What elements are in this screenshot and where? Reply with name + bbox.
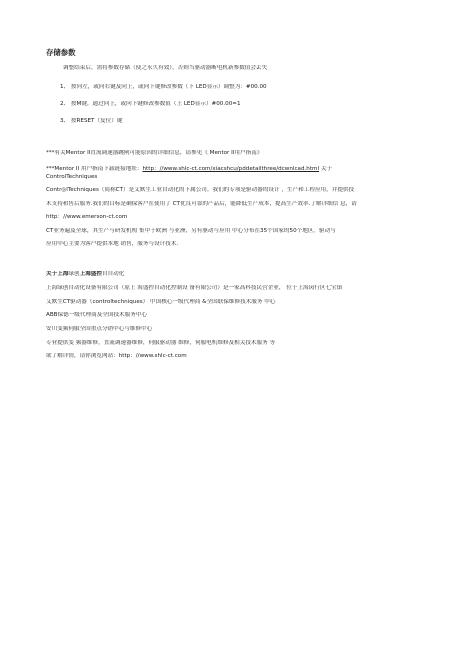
ct-line-5: CT业务遍及全球，其生产与研发机构 集中于欧洲 与亚洲，另有驱动与应用 中心分布在35个国家的50个地区。驱动与: [46, 228, 336, 234]
step-2: 2、 按M键，通过向上，或向下键修改参数值（上 LED显示）#00.00=1: [60, 101, 241, 107]
ct-website[interactable]: http：//www.emerson-ct.com: [46, 214, 128, 220]
ct-line-3: 术支持和售后服务.我们的目标是确保客户在使用了 CT优良可靠的产品后，能降低生产成本，提高生产效率.了解详细信 息，请: [46, 201, 357, 207]
troubleshoot-note: ***有关Mentor II直流调速器跳闸可能原因的详细信息，请参见《 Mentor II用户指南》: [46, 150, 263, 156]
download-suffix: 关于: [319, 166, 333, 172]
about-line-2: 艾默生CT驱动器（controltechniques） 中国核心一级代理商 &全国联保维修技术服务 中心: [46, 299, 276, 305]
section-title: 存储参数: [46, 48, 76, 57]
about-heading: [46, 271, 446, 278]
step-1: 1、 按向左，或向右键及向上，或向下键修改参数（下 LED显示）调整为：#00.00: [60, 84, 267, 90]
ct-line-2: Contr◎lTechniques（简称CT）是艾默生工业自动化的下属公司。我们的专项是驱动器的设计 ，生产和工程应用，并提供技: [46, 187, 355, 193]
about-website[interactable]: 欲了解详情，请你浏览网站：http：//www.shlc-ct.com: [46, 353, 187, 359]
ct-line-1: ControlTechniques: [46, 174, 98, 180]
about-line-5: 专业提供变 频器维修，直流调速器维修，伺服驱动器 维修，伺服电机维修及相关技术服务 等: [46, 340, 276, 346]
about-line-1: 上海绿创自动化设备有限公司（原上 海盛控自动化控制设 备有限公司）是一家高科技民营企业， 位于上海闵行区七宝镇: [46, 285, 343, 291]
download-line: [46, 166, 446, 173]
about-heading-a: 关于上海: [46, 271, 69, 277]
intro-paragraph: 调整结束后，需将参数存储（使之永久有效），否则当驱动器断电机新参数值会丢失: [63, 65, 268, 71]
about-heading-d: 自自动化: [101, 271, 125, 277]
step-3: 3、 按RESET（复位）键: [60, 118, 123, 124]
download-prefix: ***Mentor II 用户指南下载链接地址：: [46, 166, 143, 172]
about-line-3: ABB保德一级代理商及全国技术服务中心: [46, 312, 148, 318]
ct-line-6: 应用中心主要为客户提供本地 销售，服务与设计技术.: [46, 241, 179, 247]
about-heading-c: 上海盛控: [79, 271, 102, 277]
about-line-4: 安川变频伺服全国重点分销中心与维修中心: [46, 326, 153, 332]
download-link[interactable]: http：//www.shlc-ct.com/xiacshcu/pddetailthree/dcwnlcad.html: [142, 166, 320, 172]
about-heading-b: 绿创: [68, 271, 80, 277]
